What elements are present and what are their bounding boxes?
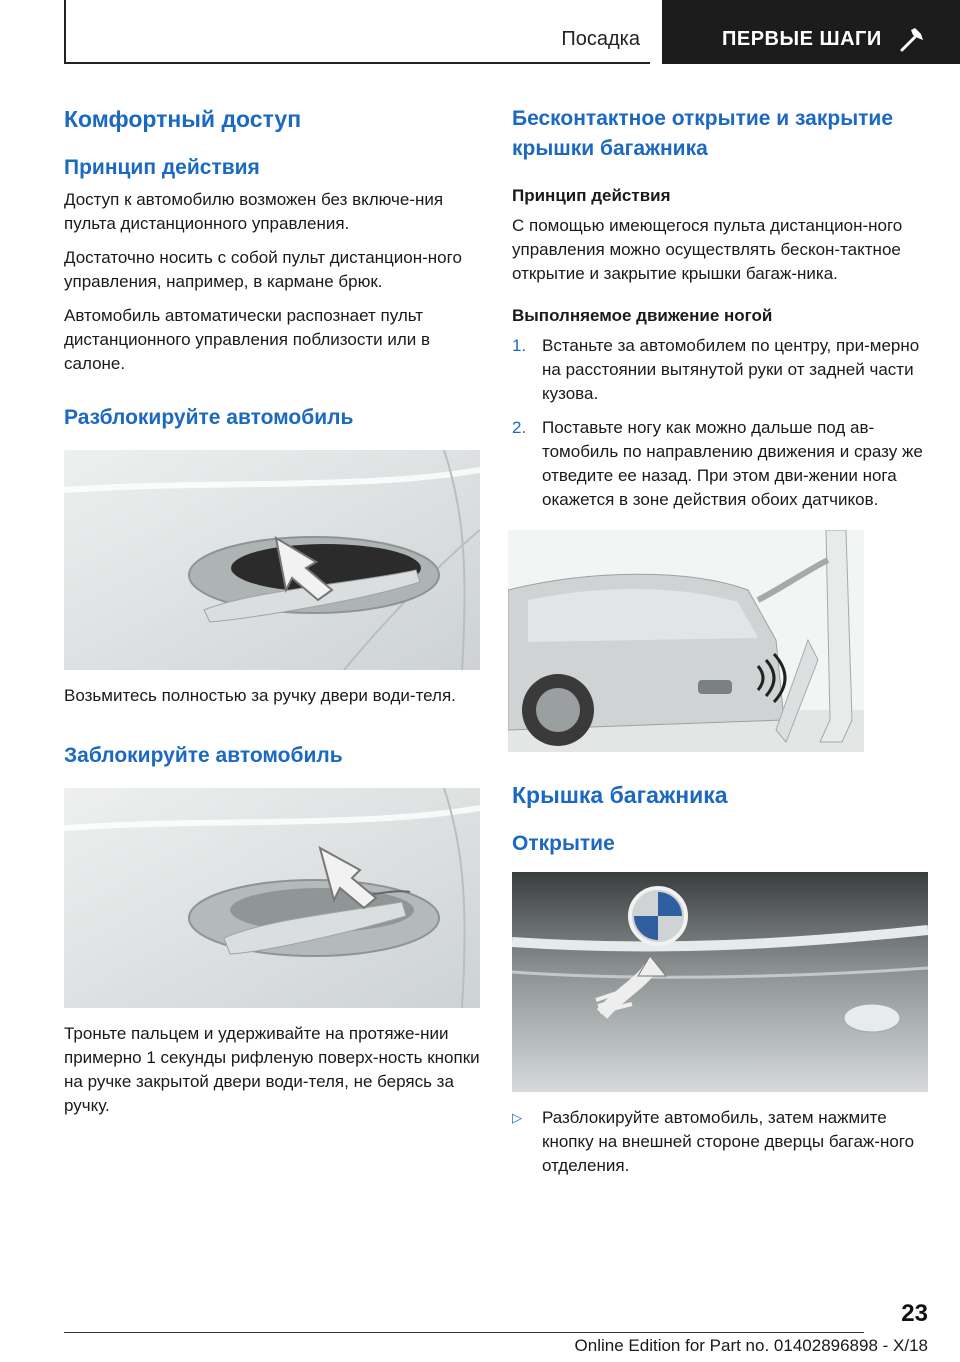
step-1 — [512, 334, 928, 406]
principle-paragraph-1: Доступ к автомобилю возможен без включе‐ния пульта дистанционного управления. — [64, 190, 444, 233]
unlock-heading: Разблокируйте автомобиль — [64, 406, 354, 429]
step-1-number: 1. — [512, 336, 527, 355]
flag-icon — [898, 26, 926, 54]
step-2 — [512, 416, 928, 512]
principle-heading: Принцип действия — [64, 156, 260, 179]
right-column — [512, 100, 928, 1178]
header-chapter-tab — [662, 0, 960, 64]
step-2-text: Поставьте ногу как можно дальше под ав‐томобиль по направлению движения и сразу же отведите ее назад. При этом дви‐жении нога окажется в зоне действия обоих датчиков. — [542, 418, 923, 509]
left-column — [64, 100, 480, 1118]
opening-heading: Открытие — [512, 832, 615, 855]
edition-info: Online Edition for Part no. 01402896898 - X/18 — [574, 1336, 928, 1355]
step-1-text: Встаньте за автомобилем по центру, при‐мерно на расстоянии вытянутой руки от задней части кузова. — [542, 336, 920, 403]
lock-heading: Заблокируйте автомобиль — [64, 744, 343, 767]
header-rule-left — [64, 0, 66, 64]
header-chapter-title: ПЕРВЫЕ ШАГИ — [722, 28, 882, 50]
open-step-text: Разблокируйте автомобиль, затем нажмите кнопку на внешней стороне дверцы багаж‐ного отделения. — [542, 1108, 915, 1175]
contactless-trunk-title: Бесконтактное открытие и закрытие крышки багажника — [512, 107, 894, 160]
header-section: Посадка — [561, 28, 640, 50]
foot-movement-heading: Выполняемое движение ногой — [512, 306, 773, 325]
header-rule-bottom — [64, 62, 650, 64]
principle-paragraph-3: Автомобиль автоматически распознает пульт дистанционного управления поблизости или в салоне. — [64, 306, 430, 373]
foot-movement-steps — [512, 334, 928, 512]
trunk-principle-heading: Принцип действия — [512, 186, 671, 205]
trunk-principle-text: С помощью имеющегося пульта дистанцион‐ного управления можно осуществлять бескон‐тактное открытие и закрытие крышки багаж‐ника. — [512, 216, 903, 283]
comfort-access-title: Комфортный доступ — [64, 106, 302, 132]
page-number: 23 — [901, 1300, 928, 1327]
step-marker-icon: ▷ — [512, 1110, 522, 1125]
principle-paragraph-2: Достаточно носить с собой пульт дистанцион‐ного управления, например, в кармане брюк. — [64, 248, 462, 291]
unlock-instruction: Возьмитесь полностью за ручку двери води‐теля. — [64, 686, 456, 705]
trunk-lid-heading: Крышка багажника — [512, 782, 728, 808]
door-handle-lock-illustration — [64, 788, 480, 1008]
footer-rule — [64, 1332, 864, 1333]
foot-gesture-car-illustration — [508, 530, 864, 752]
open-step — [512, 1106, 928, 1178]
lock-instruction: Троньте пальцем и удерживайте на протяже‐нии примерно 1 секунды рифленую поверх‐ность кнопки на ручке закрытой двери води‐теля, не берясь за ручку. — [64, 1024, 480, 1115]
trunk-button-illustration — [512, 872, 928, 1092]
door-handle-unlock-illustration — [64, 450, 480, 670]
step-2-number: 2. — [512, 418, 527, 437]
